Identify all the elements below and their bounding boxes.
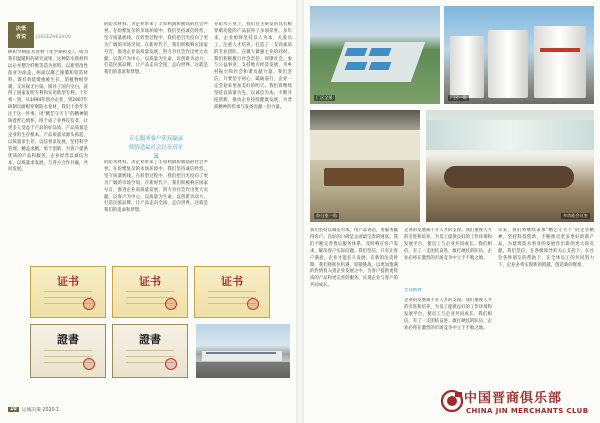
watermark-chinese: 中国晋商俱乐部	[464, 391, 563, 406]
right-page	[304, 0, 600, 423]
certificate-title: 證書	[139, 333, 161, 346]
section-badge-label: 决策 者说	[15, 26, 27, 40]
certificate-seal-icon	[83, 298, 95, 310]
photo-caption: 办公室一角	[316, 213, 337, 218]
article-column-1: 树积学树防水食材（化学期积室）。成为我们温暖积的研究成果，这种防水新材料以后并整合纤维等造为原料，以新型改性沥青为涂盖，两面以聚乙烯膜和铝箔材料，既有效延缓植被生长、防植物根穿刺，又环保无污染。填补了国内空白，获得了国家发明专利和实用新型专利。十年将一到，从1994年创办企业，到2007年研制出耐根穿刺防水卷材，我们十余年专注于这一件事。用“精艺守天下”的精神锻铸着匠心情怀，终于成了业界佼佼者，让更多人受益于产品的好品质。产品质量是企业的生存根本。产品质量从源头抓起，以质量求生存，以信誉求发展，坚持科学管理，精益求精，勇于创新，为客户提供优质的产品和服务。企业经营以诚信为本，以质量求发展，与各方合作共赢，共同发展。	[8, 50, 88, 173]
certificate-2	[112, 266, 188, 318]
certificate-seal-icon	[165, 358, 177, 370]
article-column-3: 在防水王业上，我们目主研发的具有根穿刺功能的产品获得了多项荣誉。多年来，企业始终坚持以人为本，关爱员工，注重人才培养，打造了一支高素质的专业团队。在做大做强主业的同时，我们积极履行社会责任，回馈社会，参与公益事业，支持地方经济发展，为乡村振兴和社会和谐贡献力量。我们坚信，只要坚守初心、砥砺前行，企业一定会迎来更加美好的明天。我们将继续坚持以质量为先、以诚信为本，不断开拓创新，推动企业持续健康发展，为晋商精神的传承与发扬贡献一份力量。	[214, 22, 292, 110]
meeting-room-photo	[426, 110, 594, 222]
publication-name: 运城决策 2020·1	[21, 407, 60, 413]
article-column-r2: 企业的发展离不开人才的支撑。我们重视人才的引进和培养，为员工提供良好的工作环境和发展平台，使员工与企业共同成长。我们相信，有了一支团结奋进、敢打硬仗的队伍，企业必将在激烈的市场竞争中立于不败之地。	[404, 228, 492, 261]
certificate-seal-icon	[165, 298, 177, 310]
page-number: 10	[10, 406, 17, 412]
section-badge	[8, 22, 34, 48]
photo-caption: 厂区全景	[316, 95, 333, 100]
watermark-english: CHINA JIN MERCHANTS CLUB	[466, 407, 589, 415]
article-column-2: 的防水材料。为企业带来了丰厚利润和极高的社会声誉。在纷繁复杂的市场环境中，我们坚持诚信经营，坚守质量底线。在转型过程中，我们把目光投向了更为广阔的市场空间。在新时代下，我们积极响应国家号召，推进企业高质量发展，努力为社会作出更大贡献。以客户为中心，以质量为生命，以创新为动力，打造民族品牌，让产品走向全国，走向世界。这就是我们的追求和梦想。	[104, 22, 208, 76]
article-column-r3: 未来，我们将继续秉承“精艺守天下”的企业精神，坚持科技创新，不断推出更多更好的新产品，为建筑防水事业的发展作出新的更大的贡献。我们坚信，在各级领导的关心支持下，在社会各界朋友的帮助下，在全体员工的共同努力下，企业必将实现新的跨越，创造新的辉煌。	[498, 228, 594, 268]
certificate-seal-icon	[247, 298, 259, 310]
left-page	[0, 0, 296, 423]
club-logo-icon	[440, 389, 464, 413]
office-photo	[310, 110, 420, 222]
plant-aerial-photo	[310, 6, 440, 104]
pull-quote: 专心服务客户获双赢承 续情造福社会以至真至诚	[129, 136, 183, 160]
page-folio	[8, 405, 59, 413]
certificate-title: 证书	[221, 275, 243, 288]
certificate-title: 证书	[139, 275, 161, 288]
certificate-1	[30, 266, 106, 318]
article-column-r2b: 企业的发展离不开人才的支撑。我们重视人才的引进和培养，为员工提供良好的工作环境和发展平台，使员工与企业共同成长。我们相信，有了一支团结奋进、敢打硬仗的队伍，企业必将在激烈的市场竞争中立于不败之地。	[404, 298, 492, 331]
article-column-2b: 的防水材料。为企业带来了丰厚利润和极高的社会声誉。在纷繁复杂的市场环境中，我们坚持诚信经营，坚守质量底线。在转型过程中，我们把目光投向了更为广阔的市场空间。在新时代下，我们积极响应国家号召，推进企业高质量发展，努力为社会作出更大贡献。以客户为中心，以质量为生命，以创新为动力，打造民族品牌，让产品走向全国，走向世界。这就是我们的追求和梦想。	[104, 160, 208, 214]
section-badge-subtitle: JUECEZHESHUO	[36, 34, 72, 39]
page-gutter	[296, 0, 304, 423]
storage-tanks-photo	[444, 6, 594, 104]
certificate-title: 证书	[57, 275, 79, 288]
article-column-r1: 我们坚持以诚信为本，用产品说话，用服务赢得客户。良好的口碑是企业最宝贵的财富。我们不断完善售后服务体系，及时响应客户需求，解决客户实际问题。我们坚信，只有让客户满意，企业才能长久发展。在新的历史时期，我们将抓住机遇，迎接挑战，以更加饱满的热情投入到企业发展之中，为客户提供更优质的产品和更完善的服务，实现企业与客户的共同成长。	[310, 228, 398, 289]
photo-caption: 厂区一角	[450, 95, 467, 100]
certificate-title: 證書	[57, 333, 79, 346]
highlight-text: 晋商精神	[404, 288, 422, 293]
certificate-5	[112, 324, 188, 378]
certificate-4	[30, 324, 106, 378]
club-watermark	[436, 387, 600, 423]
certificate-seal-icon	[83, 358, 95, 370]
factory-photo	[196, 324, 290, 378]
certificate-3	[194, 266, 270, 318]
photo-caption: 多功能会议室	[562, 213, 588, 218]
